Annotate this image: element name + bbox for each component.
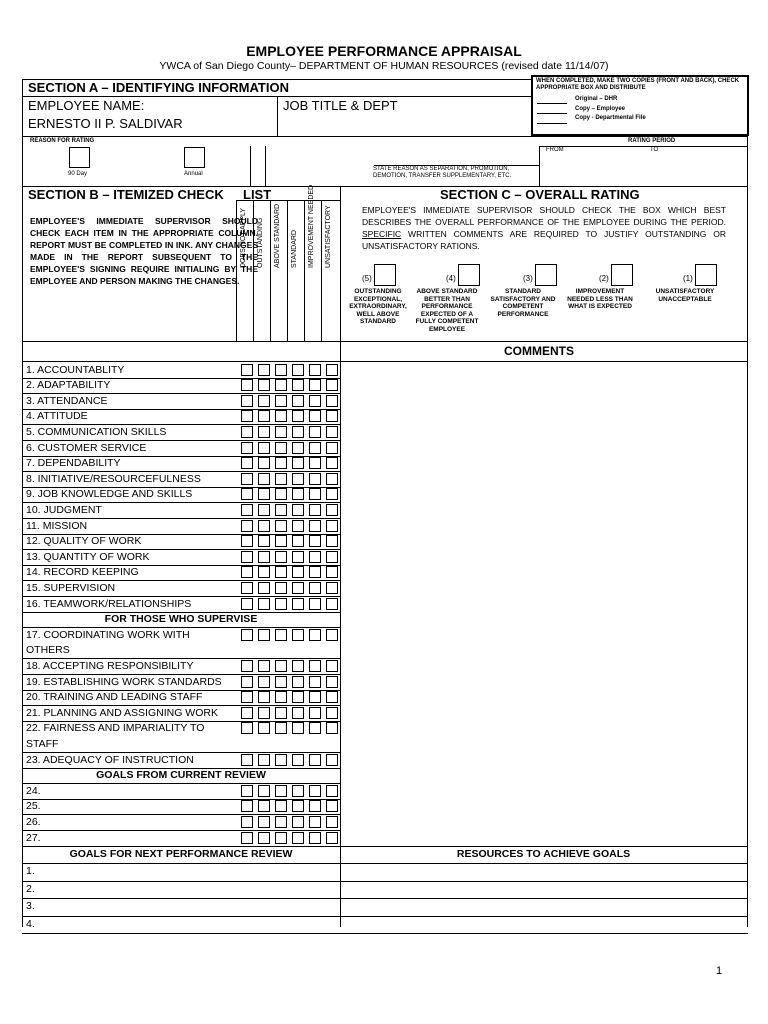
rating-checkbox[interactable] <box>292 691 304 703</box>
rating-checkbox[interactable] <box>309 754 321 766</box>
job-title-label: JOB TITLE & DEPT <box>283 98 398 113</box>
rating-checkbox[interactable] <box>241 426 253 438</box>
rating-checkbox[interactable] <box>326 364 338 376</box>
rating-checkbox[interactable] <box>275 520 287 532</box>
rating-checkbox[interactable] <box>326 582 338 594</box>
rating-checkbox[interactable] <box>326 395 338 407</box>
rating-checkbox[interactable] <box>326 410 338 422</box>
rating-checkbox[interactable] <box>292 582 304 594</box>
rating-checkbox[interactable] <box>258 754 270 766</box>
overall-rating-num: (2) <box>599 274 609 283</box>
goals-current-heading: GOALS FROM CURRENT REVIEW <box>96 768 266 781</box>
rating-checkbox[interactable] <box>241 379 253 391</box>
rating-checkbox[interactable] <box>258 410 270 422</box>
rating-checkbox[interactable] <box>292 551 304 563</box>
checklist-item-label: 15. SUPERVISION <box>26 581 116 594</box>
reason-annual-checkbox[interactable] <box>184 147 205 168</box>
overall-rating-4-checkbox[interactable] <box>458 264 480 286</box>
resources-heading: RESOURCES TO ACHIEVE GOALS <box>456 848 631 860</box>
checklist-item-label-cont: OTHERS <box>26 644 70 657</box>
next-goal-row[interactable]: 2. <box>26 882 35 895</box>
rating-checkbox[interactable] <box>275 676 287 688</box>
overall-rating-desc: OUTSTANDING EXCEPTIONAL, EXTRAORDINARY, WELL ABOVE STANDARD <box>349 288 407 325</box>
next-goal-row[interactable]: 3. <box>26 900 35 912</box>
rating-checkbox[interactable] <box>258 457 270 469</box>
rating-checkbox[interactable] <box>241 800 253 812</box>
rating-checkbox[interactable] <box>275 566 287 578</box>
rating-checkbox[interactable] <box>309 722 321 734</box>
section-a-heading: SECTION A – IDENTIFYING INFORMATION <box>28 80 289 95</box>
checklist-item-label: 5. COMMUNICATION SKILLS <box>26 425 167 438</box>
section-c-instructions-part2: WRITTEN COMMENTS ARE REQUIRED TO JUSTIFY OUTSTANDING OR UNSATISFACTORY RATIONS. <box>362 229 726 251</box>
rating-checkbox[interactable] <box>275 364 287 376</box>
reason-90day-checkbox[interactable] <box>69 147 90 168</box>
reason-annual-label: Annual <box>184 171 203 177</box>
rating-checkbox[interactable] <box>241 473 253 485</box>
rating-checkbox[interactable] <box>258 395 270 407</box>
rating-checkbox[interactable] <box>241 582 253 594</box>
rating-checkbox[interactable] <box>292 426 304 438</box>
rating-checkbox[interactable] <box>326 566 338 578</box>
rating-checkbox[interactable] <box>241 566 253 578</box>
rating-checkbox[interactable] <box>275 598 287 610</box>
rating-checkbox[interactable] <box>309 785 321 797</box>
rating-checkbox[interactable] <box>258 629 270 641</box>
rating-checkbox[interactable] <box>292 629 304 641</box>
checklist-item-label: 22. FAIRNESS AND IMPARIALITY TO <box>26 722 205 735</box>
rating-checkbox[interactable] <box>258 800 270 812</box>
rating-checkbox[interactable] <box>292 676 304 688</box>
overall-rating-5-checkbox[interactable] <box>374 264 396 286</box>
rating-checkbox[interactable] <box>292 722 304 734</box>
section-b-heading: SECTION B – ITEMIZED CHECK <box>28 187 224 202</box>
checklist-item-label: 18. ACCEPTING RESPONSIBILITY <box>26 659 194 672</box>
rating-checkbox[interactable] <box>326 473 338 485</box>
rating-checkbox[interactable] <box>275 551 287 563</box>
rating-checkbox[interactable] <box>326 520 338 532</box>
rating-checkbox[interactable] <box>275 395 287 407</box>
rating-checkbox[interactable] <box>309 410 321 422</box>
column-header-0: DOES NOT APPLY <box>240 207 247 268</box>
rating-checkbox[interactable] <box>326 379 338 391</box>
next-goal-row[interactable]: 4. <box>26 917 35 930</box>
checklist-item-label: 25. <box>26 800 41 813</box>
section-c-instructions <box>362 204 726 252</box>
rating-checkbox[interactable] <box>275 582 287 594</box>
rating-checkbox[interactable] <box>275 691 287 703</box>
rating-checkbox[interactable] <box>258 691 270 703</box>
rating-checkbox[interactable] <box>258 785 270 797</box>
rating-checkbox[interactable] <box>326 551 338 563</box>
checklist-item-label: 7. DEPENDABILITY <box>26 457 121 470</box>
overall-rating-3-checkbox[interactable] <box>535 264 557 286</box>
rating-checkbox[interactable] <box>275 785 287 797</box>
rating-checkbox[interactable] <box>326 598 338 610</box>
rating-checkbox[interactable] <box>241 816 253 828</box>
rating-checkbox[interactable] <box>241 676 253 688</box>
rating-checkbox[interactable] <box>326 660 338 672</box>
rating-checkbox[interactable] <box>258 722 270 734</box>
rating-checkbox[interactable] <box>326 754 338 766</box>
rating-checkbox[interactable] <box>258 707 270 719</box>
rating-checkbox[interactable] <box>326 691 338 703</box>
overall-rating-desc: ABOVE STANDARD BETTER THAN PERFORMANCE EXPECTED OF A FULLY COMPETENT EMPLOYEE <box>415 288 479 333</box>
rating-checkbox[interactable] <box>292 504 304 516</box>
overall-rating-num: (1) <box>683 274 693 283</box>
rating-checkbox[interactable] <box>258 442 270 454</box>
rating-checkbox[interactable] <box>292 598 304 610</box>
rating-checkbox[interactable] <box>241 364 253 376</box>
rating-checkbox[interactable] <box>309 473 321 485</box>
state-reason-label: STATE REASON AS SEPARATION, PROMOTION, DEMOTION, TRANSFER SUPPLEMENTARY, ETC. <box>373 166 512 179</box>
rating-checkbox[interactable] <box>292 488 304 500</box>
rating-checkbox[interactable] <box>309 566 321 578</box>
rating-checkbox[interactable] <box>326 629 338 641</box>
rating-checkbox[interactable] <box>241 660 253 672</box>
checklist-item-label: 27. <box>26 831 41 844</box>
rating-checkbox[interactable] <box>258 504 270 516</box>
checklist-item-label: 10. JUDGMENT <box>26 503 102 516</box>
section-b-instructions: EMPLOYEE'S IMMEDIATE SUPERVISOR SHOULD CHECK EACH ITEM IN THE APPROPRIATE COLUMN. REPORT MUST BE COMPLETED IN INK. ANY CHANGES MADE IN THE REPORT SUBSEQUENT TO THE EMPLOYEE'S SIGNING REQUIRE INITIALING BY THE EMPLOYEE AND PERSON MAKING THE CHANGES. <box>30 216 258 286</box>
rating-period-label: RATING PERIOD <box>628 138 676 144</box>
checklist-item-label: 11. MISSION <box>26 519 88 532</box>
rating-checkbox[interactable] <box>309 629 321 641</box>
employee-name-value[interactable]: ERNESTO II P. SALDIVAR <box>28 116 183 131</box>
section-c-instructions-part1: EMPLOYEE'S IMMEDIATE SUPERVISOR SHOULD CHECK THE BOX WHICH BEST DESCRIBES THE OVERALL PERFORMANCE OF THE EMPLOYEE DURING THE PERIOD. <box>362 205 726 227</box>
reason-label: REASON FOR RATING <box>30 138 95 144</box>
checklist-item-label: 26. <box>26 815 41 828</box>
rating-checkbox[interactable] <box>326 426 338 438</box>
rating-checkbox[interactable] <box>275 754 287 766</box>
rating-checkbox[interactable] <box>326 504 338 516</box>
checklist-item-label: 9. JOB KNOWLEDGE AND SKILLS <box>26 488 193 501</box>
rating-checkbox[interactable] <box>309 582 321 594</box>
checklist-item-label-cont: STAFF <box>26 737 59 750</box>
rating-checkbox[interactable] <box>292 754 304 766</box>
rating-checkbox[interactable] <box>292 832 304 844</box>
rating-checkbox[interactable] <box>275 816 287 828</box>
rating-checkbox[interactable] <box>275 660 287 672</box>
checklist-item-label: 4. ATTITUDE <box>26 410 88 423</box>
goals-next-heading: GOALS FOR NEXT PERFORMANCE REVIEW <box>69 848 293 860</box>
rating-checkbox[interactable] <box>292 566 304 578</box>
rating-checkbox[interactable] <box>258 551 270 563</box>
rating-checkbox[interactable] <box>292 535 304 547</box>
rating-checkbox[interactable] <box>309 816 321 828</box>
rating-checkbox[interactable] <box>275 410 287 422</box>
checklist-item-label: 16. TEAMWORK/RELATIONSHIPS <box>26 597 192 610</box>
checklist-item-label: 2. ADAPTABILITY <box>26 379 111 392</box>
checklist-item-label: 1. ACCOUNTABLITY <box>26 363 125 376</box>
supervise-heading: FOR THOSE WHO SUPERVISE <box>104 612 258 625</box>
rating-checkbox[interactable] <box>292 410 304 422</box>
page-number: 1 <box>716 965 723 977</box>
checklist-item-label: 14. RECORD KEEPING <box>26 566 139 579</box>
overall-rating-num: (4) <box>446 274 456 283</box>
rating-checkbox[interactable] <box>258 660 270 672</box>
rating-checkbox[interactable] <box>258 473 270 485</box>
column-header-3: STANDARD <box>291 230 298 268</box>
employee-name-label: EMPLOYEE NAME: <box>28 98 145 113</box>
rating-checkbox[interactable] <box>241 754 253 766</box>
rating-checkbox[interactable] <box>292 395 304 407</box>
to-label: TO <box>650 147 659 153</box>
rating-checkbox[interactable] <box>309 598 321 610</box>
rating-checkbox[interactable] <box>241 832 253 844</box>
rating-checkbox[interactable] <box>241 598 253 610</box>
checklist-item-label: 23. ADEQUACY OF INSTRUCTION <box>26 753 194 766</box>
distribution-note: WHEN COMPLETED, MAKE TWO COPIES (FRONT AND BACK), CHECK APPROPRIATE BOX AND DISTRIBUTE <box>536 78 740 91</box>
overall-rating-2-checkbox[interactable] <box>611 264 633 286</box>
rating-checkbox[interactable] <box>326 457 338 469</box>
rating-checkbox[interactable] <box>258 535 270 547</box>
rating-checkbox[interactable] <box>309 457 321 469</box>
rating-checkbox[interactable] <box>309 551 321 563</box>
section-c-heading: SECTION C – OVERALL RATING <box>440 187 640 202</box>
checklist-item-label: 24. <box>26 784 41 797</box>
rating-checkbox[interactable] <box>275 707 287 719</box>
rating-checkbox[interactable] <box>326 785 338 797</box>
checklist-item-label: 19. ESTABLISHING WORK STANDARDS <box>26 675 222 688</box>
rating-checkbox[interactable] <box>309 535 321 547</box>
next-goal-row[interactable]: 1. <box>26 865 35 877</box>
rating-checkbox[interactable] <box>309 691 321 703</box>
rating-checkbox[interactable] <box>292 707 304 719</box>
checklist-item-label: 20. TRAINING AND LEADING STAFF <box>26 691 203 704</box>
overall-rating-desc: IMPROVEMENT NEEDED LESS THAN WHAT IS EXPECTED <box>567 288 633 310</box>
section-c-specific: SPECIFIC <box>362 229 402 239</box>
rating-checkbox[interactable] <box>326 832 338 844</box>
rating-checkbox[interactable] <box>326 535 338 547</box>
rating-checkbox[interactable] <box>241 785 253 797</box>
column-header-4: IMPROVEMENT NEEDED <box>308 184 315 268</box>
rating-checkbox[interactable] <box>241 629 253 641</box>
rating-checkbox[interactable] <box>241 707 253 719</box>
rating-checkbox[interactable] <box>258 676 270 688</box>
rating-checkbox[interactable] <box>326 488 338 500</box>
rating-checkbox[interactable] <box>275 473 287 485</box>
rating-checkbox[interactable] <box>275 379 287 391</box>
rating-checkbox[interactable] <box>241 488 253 500</box>
rating-checkbox[interactable] <box>292 442 304 454</box>
rating-checkbox[interactable] <box>326 676 338 688</box>
rating-checkbox[interactable] <box>326 707 338 719</box>
rating-checkbox[interactable] <box>326 800 338 812</box>
rating-checkbox[interactable] <box>309 504 321 516</box>
rating-checkbox[interactable] <box>292 379 304 391</box>
rating-checkbox[interactable] <box>258 379 270 391</box>
rating-checkbox[interactable] <box>309 488 321 500</box>
copy-employee: Copy – Employee <box>575 106 626 112</box>
page-title: EMPLOYEE PERFORMANCE APPRAISAL <box>246 43 522 59</box>
rating-checkbox[interactable] <box>258 598 270 610</box>
checklist-item-label: 21. PLANNING AND ASSIGNING WORK <box>26 706 218 719</box>
rating-checkbox[interactable] <box>326 442 338 454</box>
column-header-5: UNSATISFACTORY <box>325 205 332 268</box>
column-header-2: ABOVE STANDARD <box>274 203 281 268</box>
rating-checkbox[interactable] <box>241 722 253 734</box>
rating-checkbox[interactable] <box>292 520 304 532</box>
page-subtitle: YWCA of San Diego County– DEPARTMENT OF HUMAN RESOURCES (revised date 11/14/07) <box>159 60 609 72</box>
rating-checkbox[interactable] <box>241 442 253 454</box>
rating-checkbox[interactable] <box>309 364 321 376</box>
reason-90day-label: 90 Day <box>68 171 88 177</box>
rating-checkbox[interactable] <box>309 800 321 812</box>
rating-checkbox[interactable] <box>326 816 338 828</box>
rating-checkbox[interactable] <box>309 707 321 719</box>
checklist-item-label: 17. COORDINATING WORK WITH <box>26 628 190 641</box>
rating-checkbox[interactable] <box>241 457 253 469</box>
checklist-item-label: 8. INITIATIVE/RESOURCEFULNESS <box>26 472 201 485</box>
rating-checkbox[interactable] <box>258 816 270 828</box>
copy-original: Original – DHR <box>575 96 618 102</box>
rating-checkbox[interactable] <box>309 832 321 844</box>
rating-checkbox[interactable] <box>241 520 253 532</box>
overall-rating-desc: UNSATISFACTORY UNACCEPTABLE <box>655 288 715 303</box>
rating-checkbox[interactable] <box>309 395 321 407</box>
overall-rating-desc: STANDARD SATISFACTORY AND COMPETENT PERFORMANCE <box>490 288 556 318</box>
rating-checkbox[interactable] <box>241 410 253 422</box>
rating-checkbox[interactable] <box>275 504 287 516</box>
rating-checkbox[interactable] <box>275 800 287 812</box>
rating-checkbox[interactable] <box>258 566 270 578</box>
rating-checkbox[interactable] <box>275 488 287 500</box>
rating-checkbox[interactable] <box>292 785 304 797</box>
rating-checkbox[interactable] <box>258 426 270 438</box>
overall-rating-num: (5) <box>362 274 372 283</box>
checklist-item-label: 3. ATTENDANCE <box>26 394 108 407</box>
rating-checkbox[interactable] <box>292 473 304 485</box>
checklist-item-label: 13. QUANTITY OF WORK <box>26 550 150 563</box>
rating-checkbox[interactable] <box>292 660 304 672</box>
rating-checkbox[interactable] <box>241 691 253 703</box>
rating-checkbox[interactable] <box>275 442 287 454</box>
checklist-item-label: 6. CUSTOMER SERVICE <box>26 441 147 454</box>
comments-heading: COMMENTS <box>504 344 574 358</box>
rating-checkbox[interactable] <box>258 488 270 500</box>
from-label: FROM <box>546 147 564 153</box>
rating-checkbox[interactable] <box>258 832 270 844</box>
rating-checkbox[interactable] <box>309 676 321 688</box>
rating-checkbox[interactable] <box>241 551 253 563</box>
rating-checkbox[interactable] <box>258 582 270 594</box>
rating-checkbox[interactable] <box>309 442 321 454</box>
checklist-item-label: 12. QUALITY OF WORK <box>26 535 142 548</box>
column-header-1: OUTSTANDING <box>257 217 264 268</box>
rating-checkbox[interactable] <box>292 364 304 376</box>
rating-checkbox[interactable] <box>241 395 253 407</box>
rating-checkbox[interactable] <box>258 364 270 376</box>
overall-rating-1-checkbox[interactable] <box>695 264 717 286</box>
rating-checkbox[interactable] <box>309 379 321 391</box>
rating-checkbox[interactable] <box>258 520 270 532</box>
rating-checkbox[interactable] <box>275 457 287 469</box>
rating-checkbox[interactable] <box>275 426 287 438</box>
section-b-heading-tail: LIST <box>243 187 272 202</box>
rating-checkbox[interactable] <box>309 426 321 438</box>
rating-checkbox[interactable] <box>292 457 304 469</box>
copy-departmental: Copy - Departmental File <box>575 115 646 121</box>
rating-checkbox[interactable] <box>275 629 287 641</box>
rating-checkbox[interactable] <box>241 535 253 547</box>
rating-checkbox[interactable] <box>275 832 287 844</box>
rating-checkbox[interactable] <box>241 504 253 516</box>
rating-checkbox[interactable] <box>292 800 304 812</box>
rating-checkbox[interactable] <box>309 520 321 532</box>
rating-checkbox[interactable] <box>292 816 304 828</box>
rating-checkbox[interactable] <box>275 535 287 547</box>
overall-rating-num: (3) <box>523 274 533 283</box>
rating-checkbox[interactable] <box>275 722 287 734</box>
rating-checkbox[interactable] <box>326 722 338 734</box>
rating-checkbox[interactable] <box>309 660 321 672</box>
